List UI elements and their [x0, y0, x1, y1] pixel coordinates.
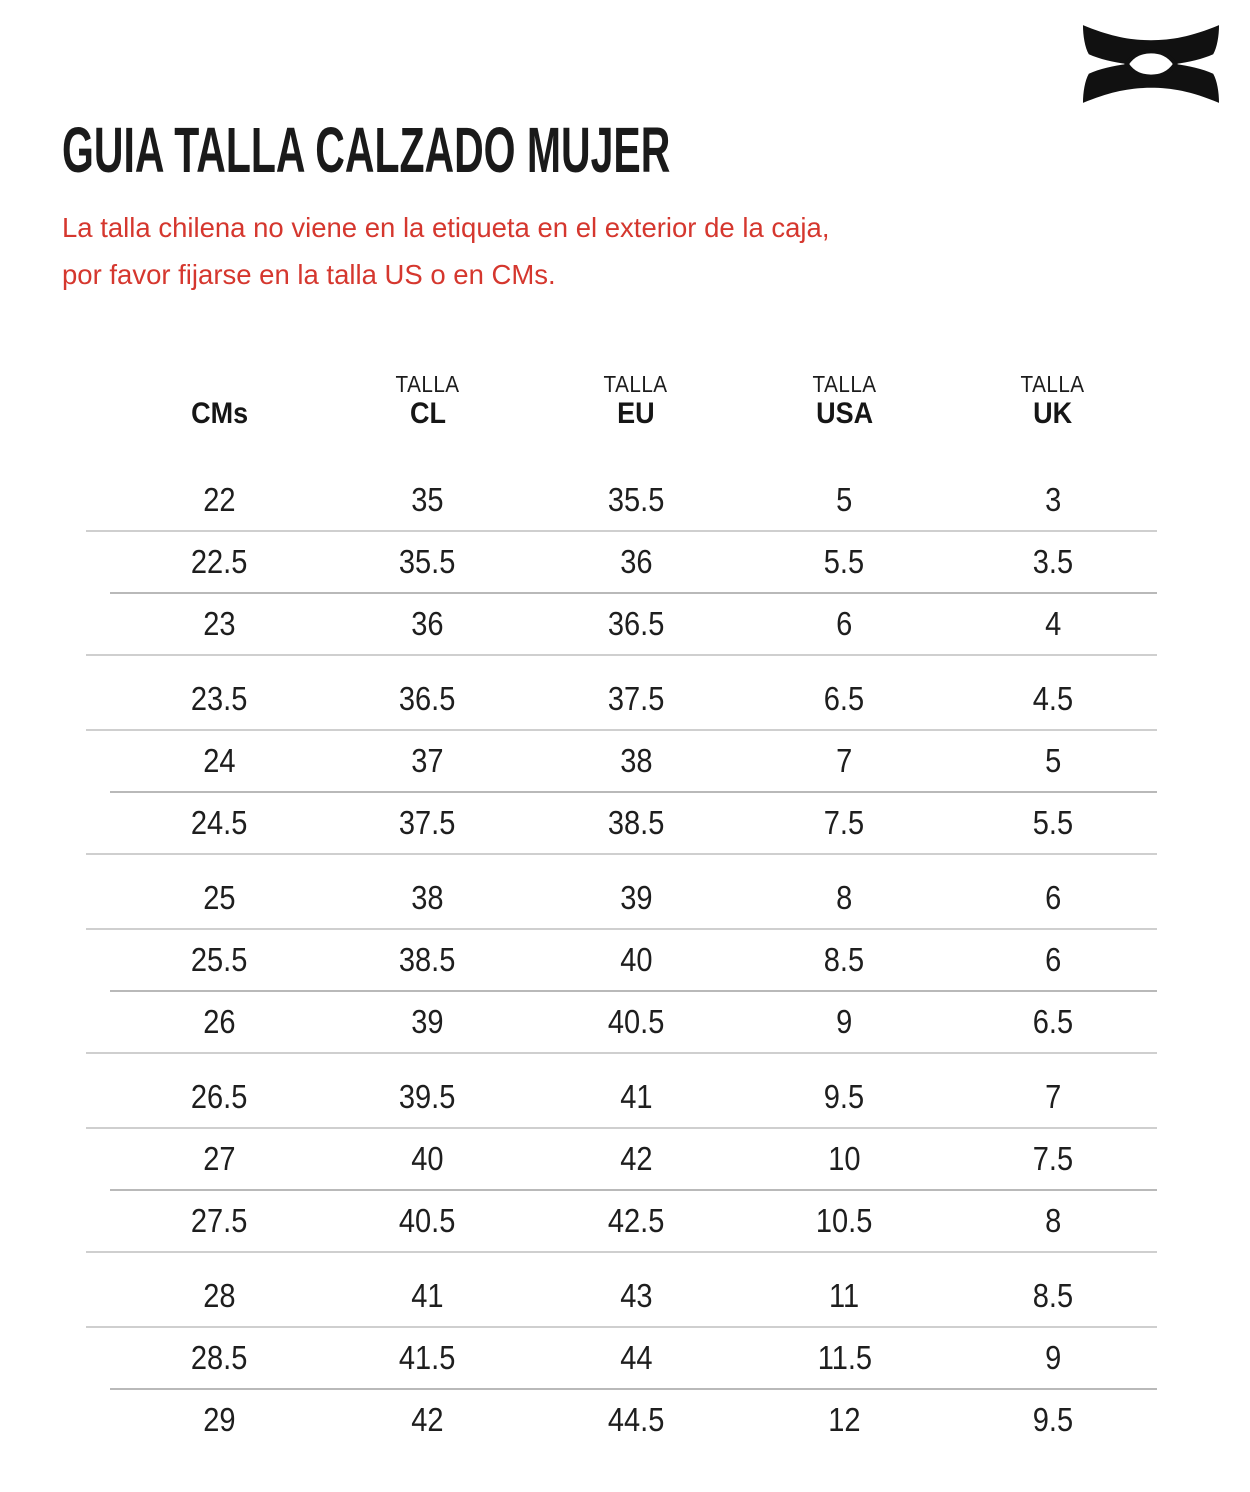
size-value: 4: [1044, 605, 1061, 642]
size-value-cell: [115, 543, 323, 581]
size-value-cell: [115, 1339, 323, 1377]
size-note-line2: por favor fijarse en la talla US o en CMs.: [62, 259, 556, 290]
table-row: [86, 793, 1157, 853]
column-header-uk: [949, 372, 1157, 432]
size-value: 35: [411, 481, 444, 518]
size-value: 9.5: [1032, 1401, 1074, 1438]
size-value: 39: [619, 879, 653, 916]
size-value-cell: [532, 742, 740, 780]
column-header-top-label: TALLA: [812, 371, 877, 397]
table-row: [86, 930, 1157, 990]
size-value-cell: [949, 605, 1157, 643]
size-value-cell: [949, 1277, 1157, 1315]
size-value-cell: [949, 1401, 1157, 1439]
size-value-cell: [740, 1003, 948, 1041]
page-title: GUIA TALLA CALZADO MUJER: [62, 114, 671, 186]
table-row: [86, 1390, 1157, 1450]
size-value-cell: [323, 1339, 531, 1377]
size-value: 36.5: [399, 680, 456, 717]
size-value-cell: [740, 605, 948, 643]
size-value-cell: [115, 1202, 323, 1240]
size-value: 6: [1044, 879, 1061, 916]
size-value: 35.5: [399, 543, 456, 580]
size-value-cell: [532, 1277, 740, 1315]
size-value-cell: [323, 543, 531, 581]
size-value: 26: [203, 1003, 236, 1040]
size-value: 40.5: [399, 1202, 456, 1239]
size-value-cell: [115, 680, 323, 718]
size-value: 43: [619, 1277, 653, 1314]
size-value-cell: [740, 804, 948, 842]
size-value-cell: [949, 941, 1157, 979]
size-value-cell: [115, 1401, 323, 1439]
size-value: 5.5: [824, 543, 865, 580]
size-value: 5: [836, 481, 853, 518]
size-value: 6.5: [1032, 1003, 1074, 1040]
size-value-cell: [532, 1078, 740, 1116]
size-value: 24: [203, 742, 236, 779]
table-row: [86, 731, 1157, 791]
size-value-cell: [323, 605, 531, 643]
row-divider: [86, 654, 1157, 656]
size-value-cell: [532, 1140, 740, 1178]
size-table: [86, 372, 1157, 1450]
size-value: 44.5: [607, 1401, 665, 1438]
size-value: 42: [411, 1401, 444, 1438]
table-row: [86, 1328, 1157, 1388]
size-value-cell: [323, 1078, 531, 1116]
table-row: [86, 992, 1157, 1052]
size-value: 38: [619, 742, 653, 779]
size-value: 26.5: [190, 1078, 248, 1115]
size-value: 27.5: [190, 1202, 248, 1239]
size-value-cell: [532, 879, 740, 917]
row-divider: [86, 1052, 1157, 1054]
size-value-cell: [323, 1277, 531, 1315]
size-value: 22.5: [190, 543, 248, 580]
size-value-cell: [532, 1339, 740, 1377]
size-value: 6.5: [824, 680, 865, 717]
column-header-cms: [115, 372, 323, 432]
size-value: 9: [1044, 1339, 1061, 1376]
size-value-cell: [532, 680, 740, 718]
size-value: 40: [411, 1140, 444, 1177]
size-value: 8.5: [1032, 1277, 1074, 1314]
size-value: 9: [836, 1003, 853, 1040]
size-value: 41.5: [399, 1339, 456, 1376]
size-value-cell: [740, 543, 948, 581]
size-value: 6: [836, 605, 853, 642]
table-row: [86, 1266, 1157, 1326]
table-row: [86, 1067, 1157, 1127]
column-header-top-label: TALLA: [604, 371, 669, 397]
size-value: 37: [411, 742, 444, 779]
column-header-main-label: UK: [1033, 397, 1073, 430]
size-value: 7.5: [824, 804, 865, 841]
column-header-main-label: CMs: [190, 397, 248, 430]
column-header-main-label: CL: [409, 397, 446, 430]
size-value: 11: [829, 1277, 860, 1314]
size-value-cell: [532, 1401, 740, 1439]
size-value: 41: [411, 1277, 444, 1314]
size-value: 40: [619, 941, 653, 978]
size-value: 25.5: [190, 941, 248, 978]
size-value: 8.5: [824, 941, 865, 978]
size-value-cell: [740, 879, 948, 917]
size-value-cell: [949, 680, 1157, 718]
table-row: [86, 1191, 1157, 1251]
size-value-cell: [323, 742, 531, 780]
size-value: 23: [203, 605, 236, 642]
size-value-cell: [323, 1003, 531, 1041]
column-header-eu: [532, 372, 740, 432]
table-row: [86, 868, 1157, 928]
size-value-cell: [532, 481, 740, 519]
size-value: 44: [619, 1339, 653, 1376]
size-value-cell: [532, 605, 740, 643]
size-value-cell: [949, 742, 1157, 780]
size-value: 23.5: [190, 680, 248, 717]
size-value-cell: [115, 481, 323, 519]
size-value-cell: [115, 1003, 323, 1041]
column-header-top-label: TALLA: [1020, 371, 1085, 397]
size-value: 27: [203, 1140, 236, 1177]
size-table-body: [86, 470, 1157, 1450]
size-value-cell: [949, 1140, 1157, 1178]
size-value: 28.5: [190, 1339, 248, 1376]
size-value-cell: [740, 1078, 948, 1116]
size-value-cell: [740, 1140, 948, 1178]
size-value: 25: [203, 879, 236, 916]
size-value: 10: [828, 1140, 861, 1177]
size-value: 37.5: [607, 680, 665, 717]
table-row: [86, 1129, 1157, 1189]
size-value-cell: [323, 941, 531, 979]
size-value-cell: [949, 1003, 1157, 1041]
size-value: 24.5: [190, 804, 248, 841]
size-value-cell: [740, 481, 948, 519]
size-value: 8: [836, 879, 853, 916]
size-value-cell: [949, 1202, 1157, 1240]
size-value: 4.5: [1032, 680, 1074, 717]
size-value: 38.5: [607, 804, 665, 841]
size-value-cell: [115, 1140, 323, 1178]
size-value: 39.5: [399, 1078, 456, 1115]
size-value-cell: [323, 1202, 531, 1240]
size-value-cell: [115, 742, 323, 780]
size-value-cell: [949, 1339, 1157, 1377]
size-value: 36: [411, 605, 444, 642]
size-value: 36.5: [607, 605, 665, 642]
column-header-usa: [740, 372, 948, 432]
size-value: 39: [411, 1003, 444, 1040]
column-header-main-label: EU: [617, 397, 655, 430]
size-value: 41: [619, 1078, 653, 1115]
size-value: 12: [828, 1401, 861, 1438]
size-value: 35.5: [607, 481, 665, 518]
size-value-cell: [740, 1401, 948, 1439]
size-value: 7.5: [1032, 1140, 1074, 1177]
table-row: [86, 470, 1157, 530]
size-value-cell: [115, 1277, 323, 1315]
size-value: 3.5: [1032, 543, 1074, 580]
size-value-cell: [532, 1202, 740, 1240]
size-value: 11.5: [817, 1339, 872, 1376]
column-header-cl: [323, 372, 531, 432]
size-value-cell: [115, 605, 323, 643]
row-divider: [86, 1251, 1157, 1253]
column-header-main-label: USA: [815, 397, 873, 430]
size-value: 3: [1044, 481, 1061, 518]
size-value: 5: [1044, 742, 1061, 779]
size-value: 29: [203, 1401, 236, 1438]
table-header: [86, 372, 1157, 432]
size-value-cell: [740, 941, 948, 979]
size-value-cell: [949, 543, 1157, 581]
size-value-cell: [323, 481, 531, 519]
size-value-cell: [323, 680, 531, 718]
column-header-top-label: TALLA: [395, 371, 460, 397]
size-value-cell: [740, 742, 948, 780]
size-value-cell: [115, 1078, 323, 1116]
size-value-cell: [532, 804, 740, 842]
size-value-cell: [532, 941, 740, 979]
size-value-cell: [532, 1003, 740, 1041]
size-value: 22: [203, 481, 236, 518]
size-value-cell: [532, 543, 740, 581]
size-value: 37.5: [399, 804, 456, 841]
size-value-cell: [115, 804, 323, 842]
size-value-cell: [740, 1277, 948, 1315]
size-value-cell: [115, 879, 323, 917]
table-row: [86, 532, 1157, 592]
size-value: 36: [619, 543, 653, 580]
under-armour-logo-icon: [1082, 24, 1220, 104]
row-divider: [86, 853, 1157, 855]
size-value-cell: [949, 879, 1157, 917]
size-value: 5.5: [1032, 804, 1074, 841]
size-value: 7: [836, 742, 853, 779]
size-value-cell: [740, 1202, 948, 1240]
size-note-line1: La talla chilena no viene en la etiqueta en el exterior de la caja,: [62, 212, 830, 243]
size-value: 42: [619, 1140, 653, 1177]
size-value: 8: [1044, 1202, 1061, 1239]
size-value: 10.5: [816, 1202, 873, 1239]
size-value-cell: [949, 481, 1157, 519]
size-value-cell: [949, 804, 1157, 842]
size-value: 28: [203, 1277, 236, 1314]
table-row: [86, 669, 1157, 729]
size-value: 40.5: [607, 1003, 665, 1040]
size-value-cell: [323, 804, 531, 842]
size-value: 6: [1044, 941, 1061, 978]
size-value-cell: [115, 941, 323, 979]
size-value: 38: [411, 879, 444, 916]
size-value-cell: [323, 1140, 531, 1178]
table-row: [86, 594, 1157, 654]
size-value: 42.5: [607, 1202, 665, 1239]
size-value: 9.5: [824, 1078, 865, 1115]
size-note: [62, 204, 829, 298]
size-value-cell: [740, 1339, 948, 1377]
size-value-cell: [949, 1078, 1157, 1116]
size-value-cell: [740, 680, 948, 718]
size-value-cell: [323, 1401, 531, 1439]
size-value: 38.5: [399, 941, 456, 978]
size-value-cell: [323, 879, 531, 917]
size-value: 7: [1044, 1078, 1061, 1115]
